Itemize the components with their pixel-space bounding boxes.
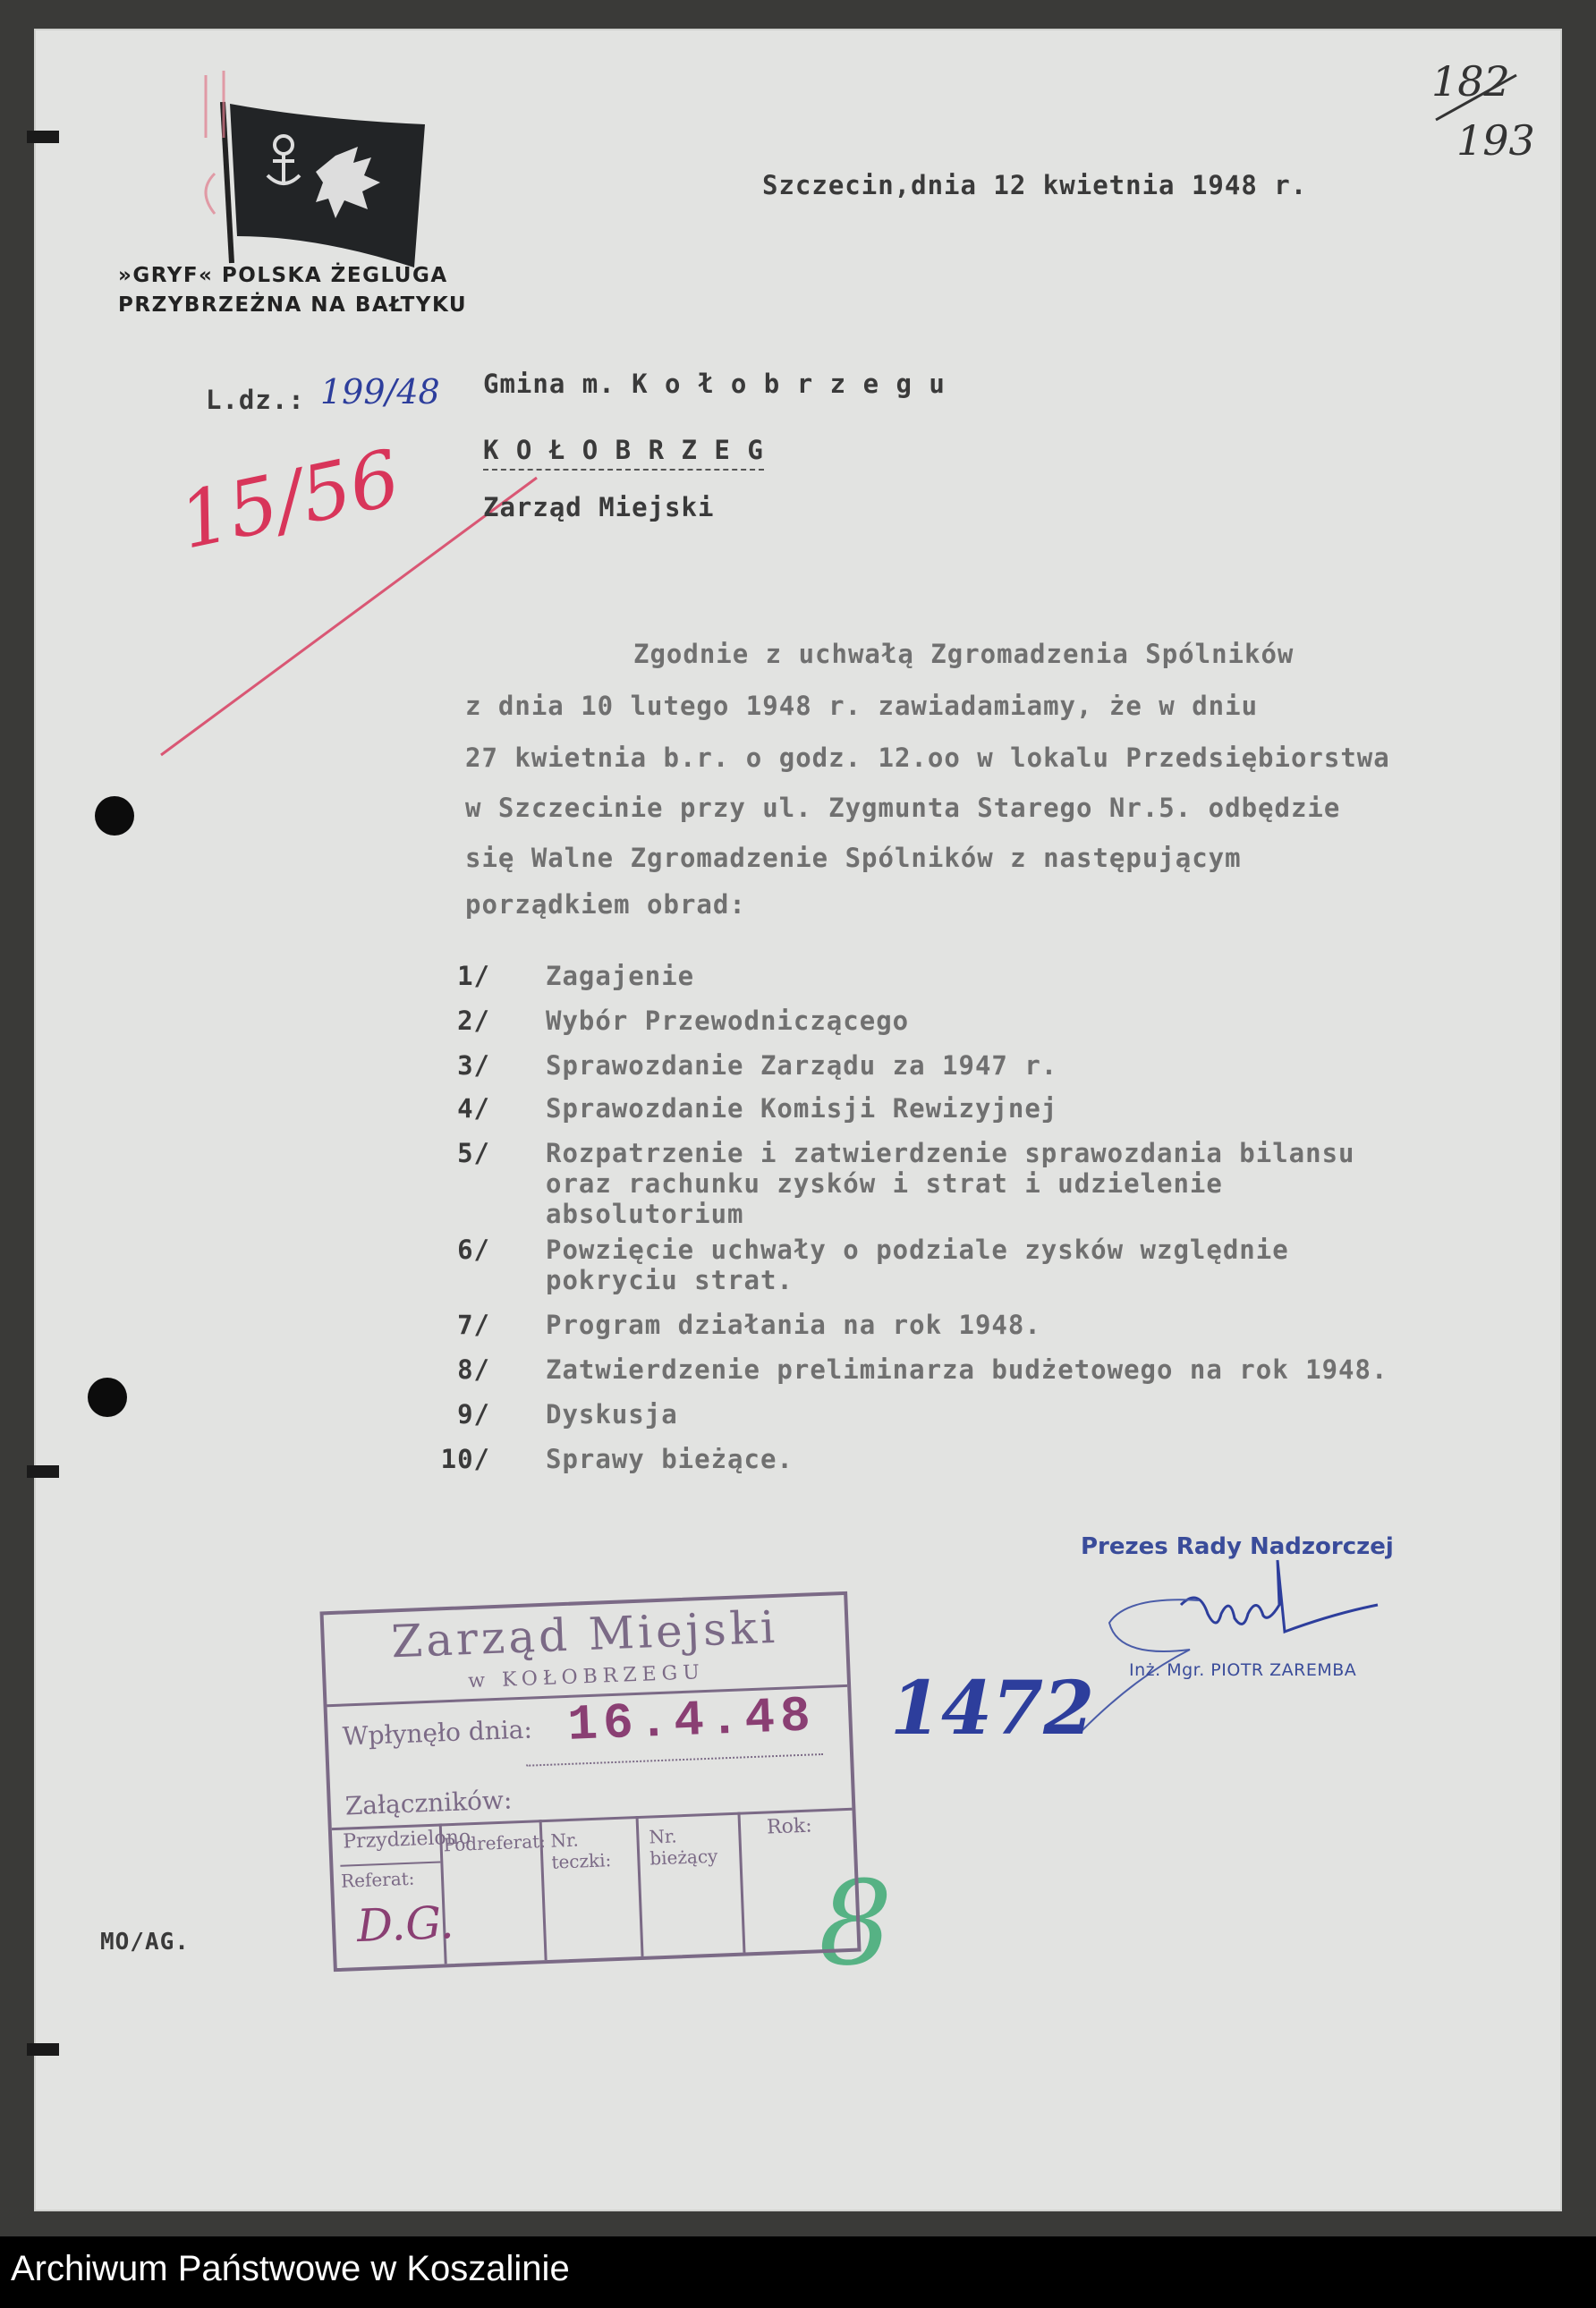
punch-hole bbox=[88, 1378, 127, 1417]
green-mark: 8 bbox=[819, 1855, 893, 1991]
agenda-item: Sprawy bieżące. bbox=[546, 1444, 794, 1474]
agenda-number: 5/ bbox=[457, 1138, 490, 1168]
addressee-line1: Gmina m. K o ł o b r z e g u bbox=[483, 369, 946, 399]
agenda-item: Zatwierdzenie preliminarza budżetowego na rok 1948. bbox=[546, 1354, 1388, 1385]
agenda-number: 7/ bbox=[457, 1310, 490, 1340]
agenda-item: Powzięcie uchwały o podziale zysków względnie pokryciu strat. bbox=[546, 1235, 1289, 1295]
place-date: Szczecin,dnia 12 kwietnia 1948 r. bbox=[762, 170, 1308, 200]
edge-notch bbox=[27, 131, 59, 143]
agenda-number: 3/ bbox=[457, 1050, 490, 1081]
signature-scrawl bbox=[1065, 1551, 1494, 1748]
agenda-number: 2/ bbox=[457, 1006, 490, 1036]
agenda-number: 6/ bbox=[457, 1235, 490, 1265]
agenda-item: Sprawozdanie Komisji Rewizyjnej bbox=[546, 1093, 1058, 1124]
addressee-line3: Zarząd Miejski bbox=[483, 492, 715, 522]
signature-name: Inż. Mgr. PIOTR ZAREMBA bbox=[1129, 1660, 1357, 1680]
agenda-item: Wybór Przewodniczącego bbox=[546, 1006, 910, 1036]
stamp-col-rok: Rok: bbox=[766, 1814, 813, 1839]
agenda-item: Zagajenie bbox=[546, 961, 695, 991]
agenda-item: Rozpatrzenie i zatwierdzenie sprawozdania bilansu oraz rachunku zysków i strat i udzielenie absolutorium bbox=[546, 1138, 1355, 1229]
edge-notch bbox=[27, 1465, 59, 1478]
reference-number: 199/48 bbox=[320, 372, 440, 412]
reference-label: L.dz.: bbox=[206, 385, 305, 415]
stamp-assigned-label: Przydzielono bbox=[342, 1826, 471, 1854]
agenda-number: 9/ bbox=[457, 1399, 490, 1430]
stamp-attachments-label: Załączników: bbox=[344, 1785, 513, 1821]
stamp-col-referat: Referat: bbox=[340, 1867, 415, 1892]
body-line: porządkiem obrad: bbox=[465, 889, 746, 920]
footer-text: Archiwum Państwowe w Koszalinie bbox=[11, 2249, 570, 2288]
agenda-item: Program działania na rok 1948. bbox=[546, 1310, 1041, 1340]
letterhead-line2: PRZYBRZEŻNA NA BAŁTYKU bbox=[118, 293, 468, 317]
body-line: w Szczecinie przy ul. Zygmunta Starego Nr.5. odbędzie bbox=[465, 793, 1341, 823]
addressee-city: K O Ł O B R Z E G bbox=[483, 435, 764, 471]
letterhead-text bbox=[118, 261, 467, 320]
stamp-title: Zarząd Miejski bbox=[390, 1600, 779, 1668]
stamp-col-teczka: Nr. teczki: bbox=[550, 1829, 612, 1873]
agenda-number: 1/ bbox=[457, 961, 490, 991]
archive-number-old: 182 bbox=[1431, 57, 1510, 106]
blue-register-number: 1472 bbox=[890, 1666, 1095, 1752]
body-line: Zgodnie z uchwałą Zgromadzenia Spólników bbox=[633, 639, 1295, 669]
punch-hole bbox=[95, 796, 134, 836]
signature-title: Prezes Rady Nadzorczej bbox=[1081, 1533, 1394, 1560]
agenda-number: 8/ bbox=[457, 1354, 490, 1385]
stamp-subtitle: w KOŁOBRZEGU bbox=[467, 1661, 706, 1693]
stamp-referat-value: D.G. bbox=[355, 1896, 455, 1953]
red-annotation: 15/56 bbox=[172, 433, 408, 567]
stamp-received-label: Wpłynęło dnia: bbox=[342, 1714, 533, 1752]
letterhead-line1: »GRYF« POLSKA ŻEGLUGA bbox=[118, 264, 448, 287]
agenda-number: 10/ bbox=[440, 1444, 490, 1474]
agenda-number: 4/ bbox=[457, 1093, 490, 1124]
red-pencil-mark bbox=[179, 57, 250, 236]
stamp-received-date: 16.4.48 bbox=[566, 1687, 817, 1754]
agenda-item: Dyskusja bbox=[546, 1399, 678, 1430]
body-line: z dnia 10 lutego 1948 r. zawiadamiamy, że w dniu bbox=[465, 691, 1259, 721]
body-line: 27 kwietnia b.r. o godz. 12.oo w lokalu Przedsiębiorstwa bbox=[465, 742, 1390, 773]
stamp-col-biezacy: Nr. bieżący bbox=[648, 1825, 718, 1870]
incoming-stamp bbox=[319, 1591, 861, 1972]
archive-number-new: 193 bbox=[1456, 116, 1535, 165]
agenda-item: Sprawozdanie Zarządu za 1947 r. bbox=[546, 1050, 1058, 1081]
body-line: się Walne Zgromadzenie Spólników z następującym bbox=[465, 843, 1242, 873]
archive-footer bbox=[0, 2236, 1596, 2308]
stamp-col-podreferat: Podreferat: bbox=[443, 1829, 547, 1856]
typist-initials: MO/AG. bbox=[100, 1929, 190, 1956]
edge-notch bbox=[27, 2043, 59, 2056]
